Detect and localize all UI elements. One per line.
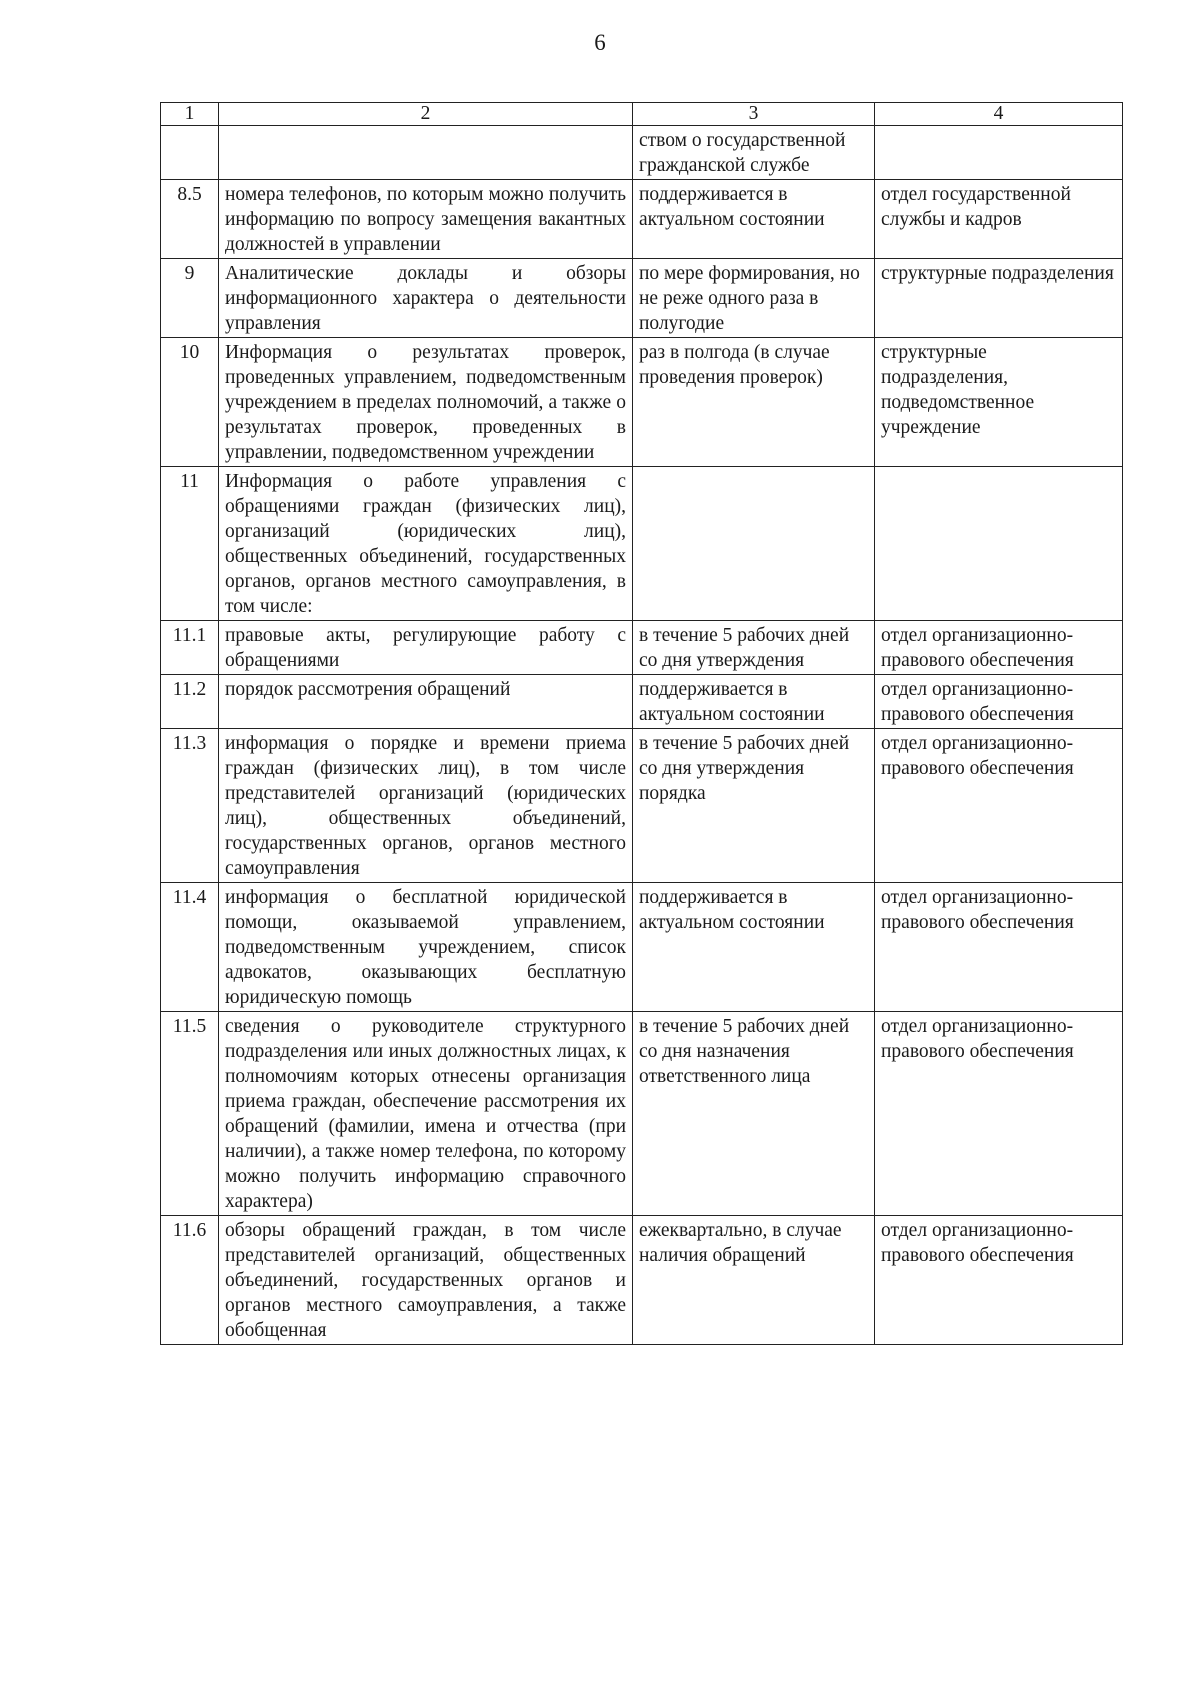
row-name: сведения о руководителе структурного подразделения или иных должностных лицах, к полномочиям которых отнесены организация приема граждан, обеспечение рассмотрения их обращений (фамилии, имена и отчества (при наличии), а также номер телефона, по которому можно получить информацию справочного характера)	[219, 1012, 633, 1216]
table-row	[161, 729, 1123, 883]
row-number: 11.4	[161, 883, 219, 1012]
header-col-name: 2	[219, 103, 633, 126]
row-name: Аналитические доклады и обзоры информационного характера о деятельности управления	[219, 259, 633, 338]
row-term: по мере формирования, но не реже одного раза в полугодие	[633, 259, 875, 338]
row-responsible: структурные подразделения, подведомственное учреждение	[875, 338, 1123, 467]
row-responsible: отдел организационно-правового обеспечения	[875, 1012, 1123, 1216]
table-row	[161, 126, 1123, 180]
table-row	[161, 1012, 1123, 1216]
table-row	[161, 675, 1123, 729]
table-row	[161, 621, 1123, 675]
row-term: поддерживается в актуальном состоянии	[633, 675, 875, 729]
page-number: 6	[594, 30, 606, 55]
row-term: в течение 5 рабочих дней со дня утверждения	[633, 621, 875, 675]
table-row	[161, 1216, 1123, 1345]
row-responsible	[875, 467, 1123, 621]
table-row	[161, 338, 1123, 467]
header-col-term: 3	[633, 103, 875, 126]
table-row	[161, 883, 1123, 1012]
row-term: ством о государственной гражданской службе	[633, 126, 875, 180]
row-number: 10	[161, 338, 219, 467]
row-responsible: отдел организационно-правового обеспечения	[875, 729, 1123, 883]
row-term	[633, 467, 875, 621]
header-col-number: 1	[161, 103, 219, 126]
row-responsible: отдел организационно-правового обеспечения	[875, 883, 1123, 1012]
row-number: 11.1	[161, 621, 219, 675]
row-number: 11.2	[161, 675, 219, 729]
row-responsible: отдел организационно-правового обеспечения	[875, 675, 1123, 729]
row-name: информация о бесплатной юридической помощи, оказываемой управлением, подведомственным учреждением, список адвокатов, оказывающих бесплатную юридическую помощь	[219, 883, 633, 1012]
row-number: 9	[161, 259, 219, 338]
row-responsible: отдел организационно-правового обеспечения	[875, 1216, 1123, 1345]
row-term: в течение 5 рабочих дней со дня назначения ответственного лица	[633, 1012, 875, 1216]
row-term: раз в полгода (в случае проведения проверок)	[633, 338, 875, 467]
row-responsible: отдел государственной службы и кадров	[875, 180, 1123, 259]
table-header-row	[161, 103, 1123, 126]
row-name: информация о порядке и времени приема граждан (физических лиц), в том числе представителей организаций (юридических лиц), общественных объединений, государственных органов, органов местного самоуправления	[219, 729, 633, 883]
row-name: Информация о работе управления с обращениями граждан (физических лиц), организаций (юридических лиц), общественных объединений, государственных органов, органов местного самоуправления, в том числе:	[219, 467, 633, 621]
row-term: поддерживается в актуальном состоянии	[633, 883, 875, 1012]
row-number: 8.5	[161, 180, 219, 259]
row-name: порядок рассмотрения обращений	[219, 675, 633, 729]
row-name: Информация о результатах проверок, проведенных управлением, подведомственным учреждением в пределах полномочий, а также о результатах проверок, проведенных в управлении, подведомственном учреждении	[219, 338, 633, 467]
row-number: 11.6	[161, 1216, 219, 1345]
row-number: 11	[161, 467, 219, 621]
row-responsible: отдел организационно-правового обеспечения	[875, 621, 1123, 675]
row-name: обзоры обращений граждан, в том числе представителей организаций, общественных объединений, государственных органов и органов местного самоуправления, а также обобщенная	[219, 1216, 633, 1345]
row-term: поддерживается в актуальном состоянии	[633, 180, 875, 259]
row-responsible	[875, 126, 1123, 180]
table-row	[161, 180, 1123, 259]
row-term: ежеквартально, в случае наличия обращений	[633, 1216, 875, 1345]
row-name	[219, 126, 633, 180]
row-number: 11.5	[161, 1012, 219, 1216]
document-table	[160, 102, 1123, 1345]
row-responsible: структурные подразделения	[875, 259, 1123, 338]
table-row	[161, 467, 1123, 621]
row-name: номера телефонов, по которым можно получить информацию по вопросу замещения вакантных должностей в управлении	[219, 180, 633, 259]
header-col-responsible: 4	[875, 103, 1123, 126]
row-name: правовые акты, регулирующие работу с обращениями	[219, 621, 633, 675]
table-row	[161, 259, 1123, 338]
row-number: 11.3	[161, 729, 219, 883]
row-term: в течение 5 рабочих дней со дня утверждения порядка	[633, 729, 875, 883]
row-number	[161, 126, 219, 180]
